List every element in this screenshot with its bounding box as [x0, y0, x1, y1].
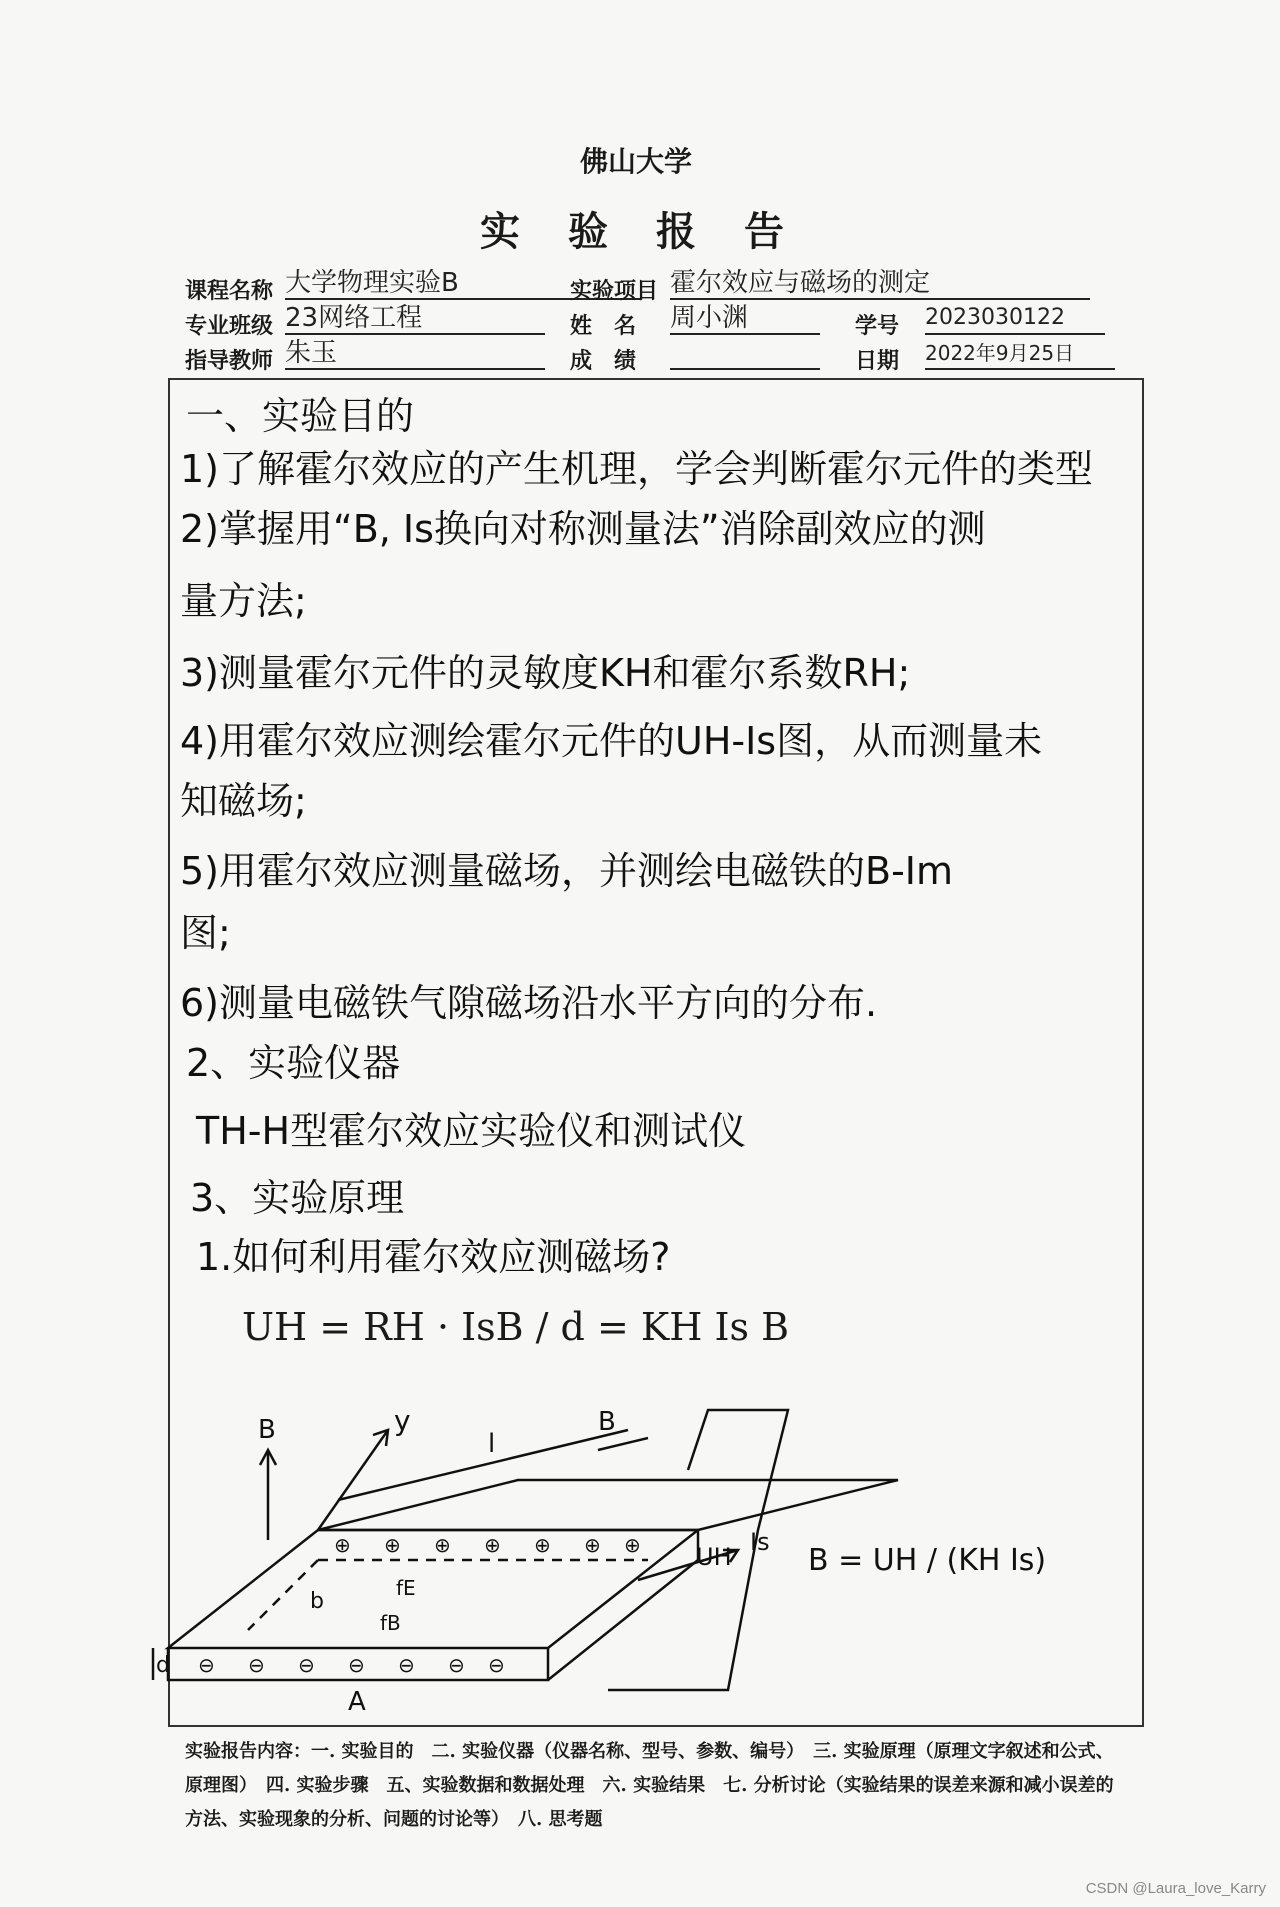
svg-text:⊕: ⊕ [584, 1533, 601, 1557]
svg-text:⊖: ⊖ [488, 1653, 505, 1677]
svg-text:⊖: ⊖ [248, 1653, 265, 1677]
project-value: 霍尔效应与磁场的测定 [670, 268, 1090, 300]
report-footer-note: 实验报告内容：一. 实验目的 二. 实验仪器（仪器名称、型号、参数、编号） 三. 实验原理（原理文字叙述和公式、原理图） 四. 实验步骤 五、实验数据和数据处理 六. 实验结果 七. 分析讨论（实验结果的误差来源和减小误差的方法、实验现象的分析、问题的讨论等） 八. 思考题 [185, 1741, 1114, 1830]
watermark: CSDN @Laura_love_Karry [1085, 1880, 1266, 1897]
id-value: 2023030122 [925, 303, 1105, 335]
svg-text:⊖: ⊖ [198, 1653, 215, 1677]
svg-text:⊖: ⊖ [348, 1653, 365, 1677]
label-b-left: B [258, 1415, 276, 1445]
svg-text:⊖: ⊖ [298, 1653, 315, 1677]
principle-question: 1.如何利用霍尔效应测磁场? [196, 1235, 671, 1279]
course-label: 课程名称 [185, 278, 274, 304]
aim-line-2: 2)掌握用“B, Is换向对称测量法”消除副效应的测 [180, 507, 986, 551]
aim-line-6: 6)测量电磁铁气隙磁场沿水平方向的分布. [180, 981, 878, 1025]
formula-b: B = UH / (KH Is) [808, 1543, 1047, 1578]
grade-value [670, 338, 820, 370]
name-value: 周小渊 [670, 303, 820, 335]
aim-line-3: 3)测量霍尔元件的灵敏度KH和霍尔系数RH; [180, 651, 911, 695]
name-label: 姓 名 [570, 313, 637, 339]
hall-element-diagram [156, 1390, 1068, 1720]
major-value: 23网络工程 [285, 303, 545, 335]
label-a: A [348, 1687, 366, 1717]
label-b-top: B [598, 1407, 616, 1437]
svg-text:⊕: ⊕ [334, 1533, 351, 1557]
aim-line-4b: 知磁场; [180, 779, 307, 823]
label-l: l [488, 1429, 496, 1459]
aim-line-4: 4)用霍尔效应测绘霍尔元件的UH-Is图，从而测量未 [180, 719, 1043, 763]
id-label: 学号 [855, 313, 900, 339]
label-b-width: b [310, 1589, 324, 1614]
school-name: 佛山大学 [580, 145, 693, 178]
svg-text:⊕: ⊕ [484, 1533, 501, 1557]
aim-line-5b: 图; [180, 911, 231, 955]
section-heading-principle: 3、实验原理 [190, 1176, 405, 1220]
teacher-value: 朱玉 [285, 338, 545, 370]
date-label: 日期 [855, 348, 900, 374]
course-value: 大学物理实验B [285, 268, 640, 300]
report-title: 实验报告 [480, 208, 832, 255]
svg-text:⊕: ⊕ [534, 1533, 551, 1557]
svg-text:⊖: ⊖ [448, 1653, 465, 1677]
section-heading-aim: 一、实验目的 [186, 394, 415, 438]
label-fe: fE [396, 1576, 416, 1600]
grade-label: 成 绩 [570, 348, 637, 374]
aim-line-5: 5)用霍尔效应测量磁场，并测绘电磁铁的B-Im [180, 849, 954, 893]
teacher-label: 指导教师 [185, 348, 274, 374]
svg-text:⊖: ⊖ [398, 1653, 415, 1677]
major-label: 专业班级 [185, 313, 274, 339]
svg-text:⊕: ⊕ [434, 1533, 451, 1557]
project-label: 实验项目 [570, 278, 659, 304]
svg-text:⊕: ⊕ [384, 1533, 401, 1557]
section-heading-instruments: 2、实验仪器 [186, 1041, 401, 1085]
label-fb: fB [380, 1611, 401, 1635]
svg-text:⊕: ⊕ [624, 1533, 641, 1557]
aim-line-1: 1)了解霍尔效应的产生机理，学会判断霍尔元件的类型 [180, 447, 1094, 491]
aim-line-2b: 量方法; [180, 579, 307, 623]
label-uh: UH [696, 1543, 732, 1571]
label-y: y [394, 1404, 411, 1437]
hall-formula: UH = RH · IsB / d = KH Is B [242, 1305, 789, 1349]
label-is: Is [750, 1528, 770, 1556]
instrument-line: TH-H型霍尔效应实验仪和测试仪 [196, 1109, 747, 1153]
date-value: 2022年9月25日 [925, 338, 1115, 370]
label-d: d [156, 1653, 170, 1678]
